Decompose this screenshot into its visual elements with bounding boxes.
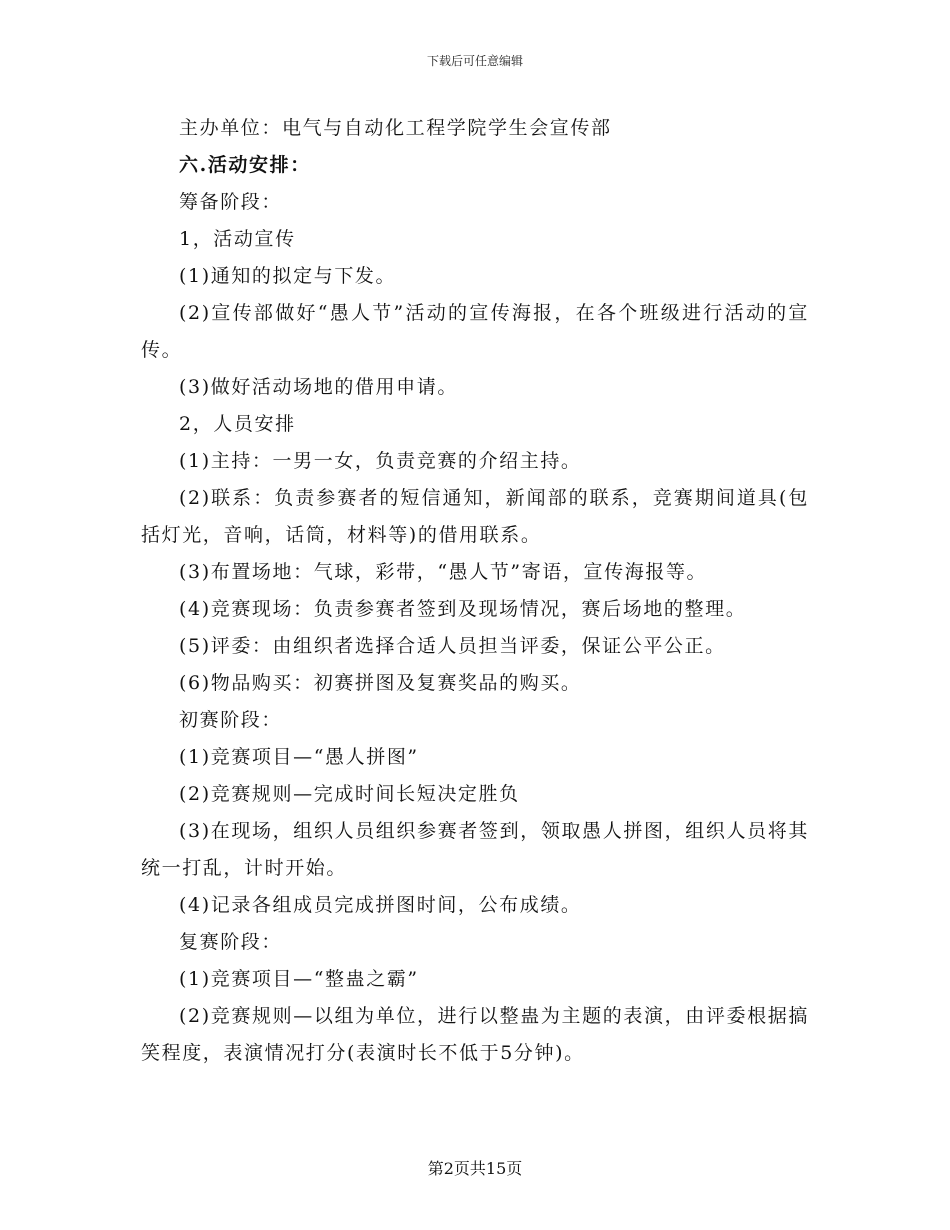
body-paragraph: (6)物品购买：初赛拼图及复赛奖品的购买。 [179,672,582,694]
body-paragraph: (1)主持：一男一女，负责竞赛的介绍主持。 [179,450,582,472]
body-paragraph: (2)宣传部做好“愚人节”活动的宣传海报，在各个班级进行活动的宣传。 [141,302,809,361]
document-body [141,110,809,1072]
section-heading: 六.活动安排： [179,154,311,176]
body-paragraph: (1)竞赛项目—“愚人拼图” [179,746,419,768]
page-header-note: 下载后可任意编辑 [426,54,523,68]
body-paragraph: (3)在现场，组织人员组织参赛者签到，领取愚人拼图，组织人员将其统一打乱，计时开始。 [141,820,809,879]
page-footer-number: 第2页共15页 [427,1159,523,1178]
body-paragraph: (2)竞赛规则—以组为单位，进行以整蛊为主题的表演，由评委根据搞笑程度，表演情况打分(表演时长不低于5分钟)。 [141,1005,809,1064]
body-paragraph: 1，活动宣传 [179,228,296,250]
body-paragraph: 复赛阶段： [179,931,283,953]
body-paragraph: (2)竞赛规则—完成时间长短决定胜负 [179,783,520,805]
body-paragraph: (1)竞赛项目—“整蛊之霸” [179,968,419,990]
body-paragraph: (3)做好活动场地的借用申请。 [179,376,458,398]
body-paragraph: 初赛阶段： [179,709,283,731]
body-paragraph: (1)通知的拟定与下发。 [179,265,397,287]
body-paragraph: 2，人员安排 [179,413,296,435]
body-paragraph: (4)记录各组成员完成拼图时间，公布成绩。 [179,894,582,916]
body-paragraph: (4)竞赛现场：负责参赛者签到及现场情况，赛后场地的整理。 [179,598,747,620]
body-paragraph: (5)评委：由组织者选择合适人员担当评委，保证公平公正。 [179,635,726,657]
body-paragraph: 主办单位：电气与自动化工程学院学生会宣传部 [179,117,612,139]
body-paragraph: (3)布置场地：气球，彩带，“愚人节”寄语，宣传海报等。 [179,561,708,583]
body-paragraph: (2)联系：负责参赛者的短信通知，新闻部的联系，竞赛期间道具(包括灯光，音响，话筒，材料等)的借用联系。 [141,487,809,546]
body-paragraph: 筹备阶段： [179,191,283,213]
